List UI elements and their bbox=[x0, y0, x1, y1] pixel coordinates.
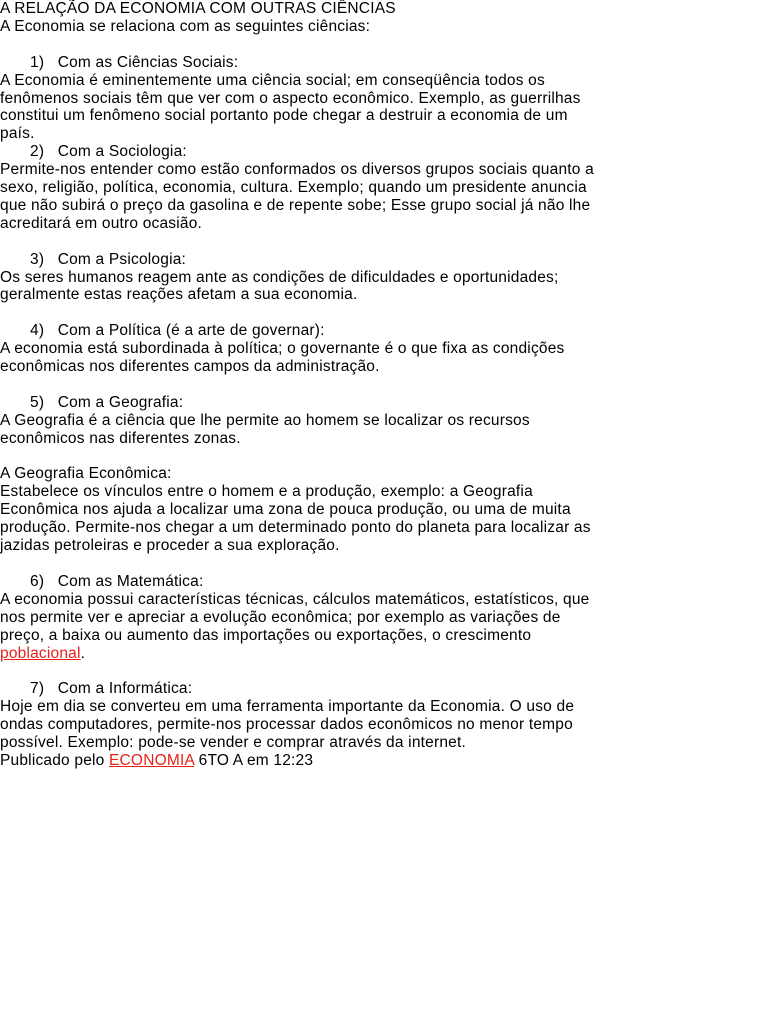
paragraph-line: A economia possui características técnicas, cálculos matemáticos, estatísticos, que bbox=[0, 590, 590, 608]
paragraph-line: acreditará em outro ocasião. bbox=[0, 214, 203, 232]
subsection-heading-geografia-economica: A Geografia Econômica: bbox=[0, 465, 172, 483]
paragraph-line: país. bbox=[0, 125, 35, 143]
paragraph-line: Estabelece os vínculos entre o homem e a produção, exemplo: a Geografia bbox=[0, 483, 533, 501]
section-title: Com a Geografia: bbox=[57, 393, 184, 411]
paragraph-line: geralmente estas reações afetam a sua economia. bbox=[0, 286, 358, 304]
author-link-economia[interactable]: ECONOMIA bbox=[109, 751, 195, 769]
paragraph-line: ondas computadores, permite-nos processar dados econômicos no menor tempo bbox=[0, 716, 573, 734]
post-footer bbox=[0, 752, 760, 770]
section-number: 4) bbox=[30, 322, 45, 340]
section-number: 7) bbox=[30, 680, 45, 698]
section-number: 2) bbox=[30, 143, 45, 161]
footer-prefix: Publicado pelo bbox=[0, 751, 109, 769]
section-number: 1) bbox=[30, 53, 45, 71]
paragraph-line: A Geografia é a ciência que lhe permite ao homem se localizar os recursos bbox=[0, 411, 530, 429]
section-heading-ciencias-sociais bbox=[0, 54, 760, 72]
paragraph-line: A economia está subordinada à política; o governante é o que fixa as condições bbox=[0, 340, 565, 358]
section-number: 6) bbox=[30, 572, 45, 590]
footer-suffix: 6TO A em 12:23 bbox=[194, 751, 314, 769]
paragraph-line: possível. Exemplo: pode-se vender e comprar através da internet. bbox=[0, 734, 466, 752]
paragraph-line: que não subirá o preço da gasolina e de repente sobe; Esse grupo social já não lhe bbox=[0, 196, 591, 214]
spacer bbox=[0, 233, 760, 251]
paragraph-line: constitui um fenômeno social portanto pode chegar a destruir a economia de um bbox=[0, 107, 568, 125]
spacer bbox=[0, 36, 760, 54]
paragraph-line: Hoje em dia se converteu em uma ferramenta importante da Economia. O uso de bbox=[0, 698, 575, 716]
paragraph-line: nos permite ver e apreciar a evolução econômica; por exemplo as variações de bbox=[0, 608, 561, 626]
spacer bbox=[0, 555, 760, 573]
spacer bbox=[0, 448, 760, 466]
paragraph-line: Os seres humanos reagem ante as condições de dificuldades e oportunidades; bbox=[0, 268, 559, 286]
paragraph-line: preço, a baixa ou aumento das importações ou exportações, o crescimento bbox=[0, 626, 532, 644]
paragraph-line: produção. Permite-nos chegar a um determinado ponto do planeta para localizar as bbox=[0, 519, 591, 537]
paragraph-line: A Economia é eminentemente uma ciência social; em conseqüência todos os bbox=[0, 71, 545, 89]
paragraph-line: fenômenos sociais têm que ver com o aspecto econômico. Exemplo, as guerrilhas bbox=[0, 89, 581, 107]
section-title: Com as Matemática: bbox=[57, 572, 204, 590]
paragraph-line: econômicas nos diferentes campos da administração. bbox=[0, 358, 380, 376]
section-heading-sociologia bbox=[0, 143, 760, 161]
section-heading-informatica bbox=[0, 680, 760, 698]
paragraph-line-with-link bbox=[0, 645, 760, 663]
section-heading-politica bbox=[0, 322, 760, 340]
section-title: Com as Ciências Sociais: bbox=[57, 53, 239, 71]
spacer bbox=[0, 376, 760, 394]
intro-text: A Economia se relaciona com as seguintes ciências: bbox=[0, 17, 371, 35]
section-heading-psicologia bbox=[0, 251, 760, 269]
spacer bbox=[0, 662, 760, 680]
section-title: Com a Informática: bbox=[57, 680, 193, 698]
paragraph-line: Econômica nos ajuda a localizar uma zona de pouca produção, ou uma de muita bbox=[0, 501, 571, 519]
section-heading-matematica bbox=[0, 573, 760, 591]
section-number: 5) bbox=[30, 393, 45, 411]
section-number: 3) bbox=[30, 250, 45, 268]
paragraph-line: sexo, religião, política, economia, cultura. Exemplo; quando um presidente anuncia bbox=[0, 179, 587, 197]
page-title: A RELAÇÃO DA ECONOMIA COM OUTRAS CIÊNCIAS bbox=[0, 0, 396, 17]
period-text: . bbox=[80, 644, 86, 662]
paragraph-line: jazidas petroleiras e proceder a sua exploração. bbox=[0, 537, 340, 555]
paragraph-line: econômicos nas diferentes zonas. bbox=[0, 429, 241, 447]
spacer bbox=[0, 304, 760, 322]
section-heading-geografia bbox=[0, 394, 760, 412]
section-title: Com a Política (é a arte de governar): bbox=[57, 322, 325, 340]
section-title: Com a Sociologia: bbox=[57, 143, 187, 161]
paragraph-line: Permite-nos entender como estão conformados os diversos grupos sociais quanto a bbox=[0, 161, 594, 179]
poblacional-link[interactable]: poblacional bbox=[0, 644, 81, 662]
section-title: Com a Psicologia: bbox=[57, 250, 187, 268]
